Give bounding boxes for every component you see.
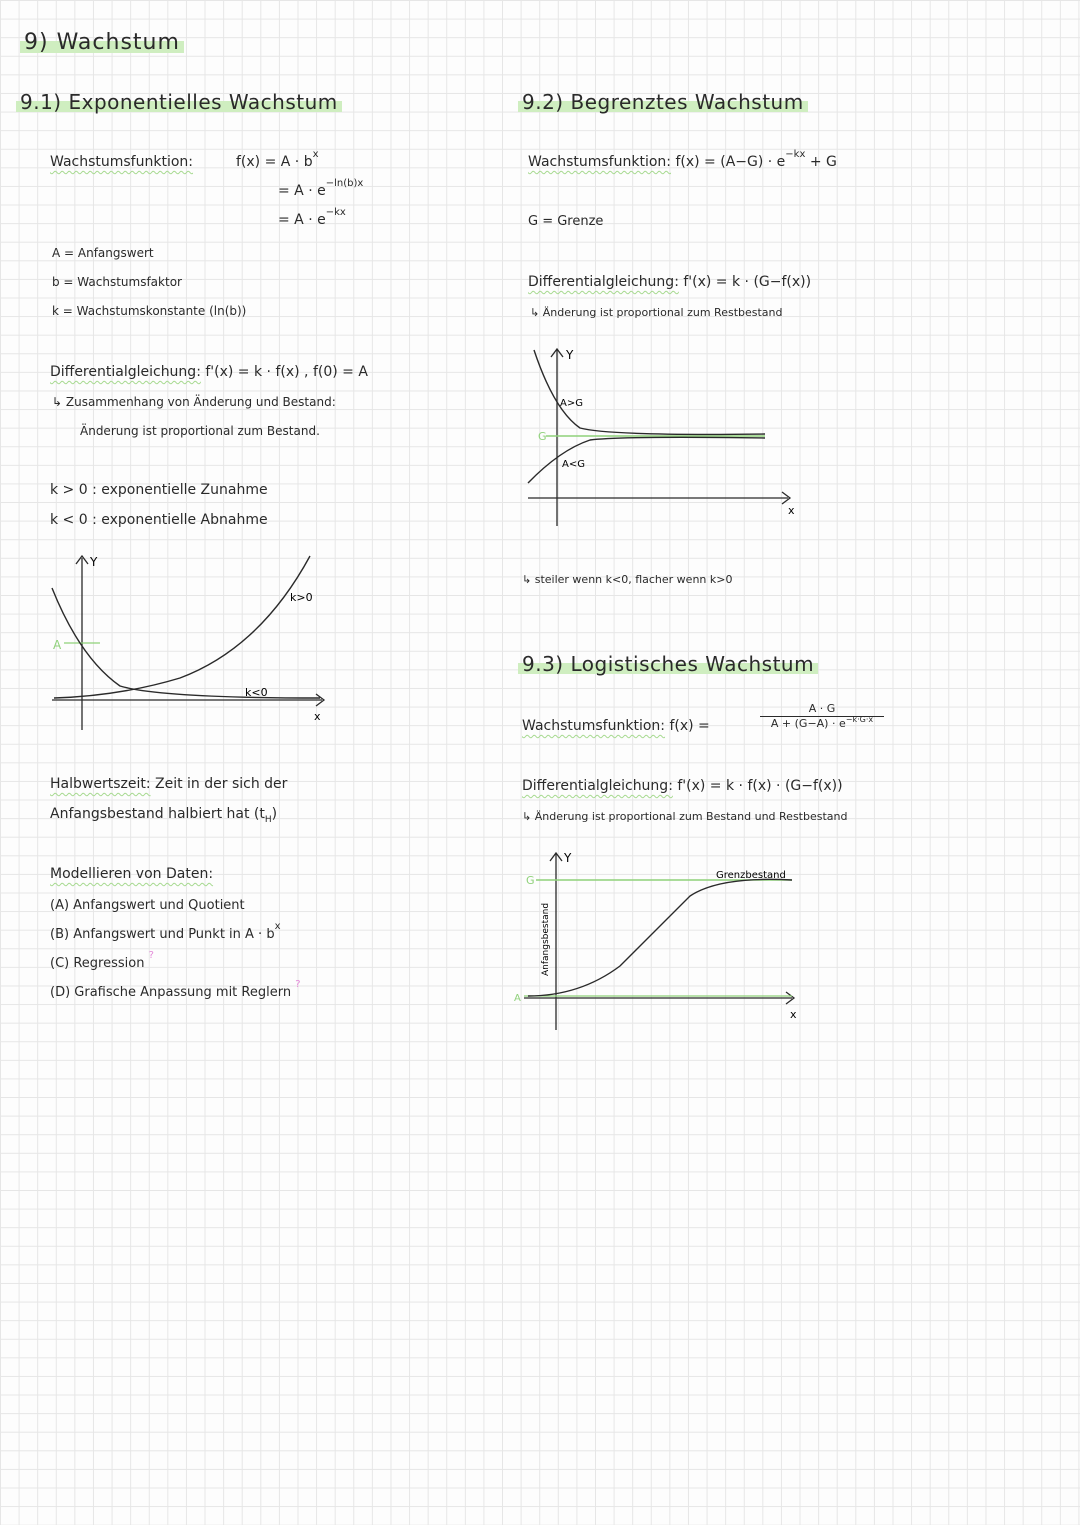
y-axis-label: Y — [566, 348, 574, 362]
a-less-g-label: A<G — [562, 459, 585, 470]
x-axis-label: x — [314, 710, 321, 723]
k-negative-note: k < 0 : exponentielle Abnahme — [50, 512, 268, 528]
dgl-note-restbestand: ↳ Änderung ist proportional zum Restbestand — [530, 306, 783, 319]
limit-stock-label: Grenzbestand — [716, 870, 786, 881]
dgl-note-logistic: ↳ Änderung ist proportional zum Bestand und Restbestand — [522, 810, 848, 823]
differential-equation-3: Differentialgleichung: f'(x) = k · f(x) · (G−f(x)) — [522, 778, 843, 794]
growth-function-line3: = $A \cdot e^{-kx}$ — [278, 207, 346, 228]
k-positive-note: k > 0 : exponentielle Zunahme — [50, 482, 268, 498]
logistic-graph — [510, 846, 810, 1032]
g-label: G — [526, 874, 535, 887]
variable-k-definition: k = Wachstumskonstante (ln(b)) — [52, 304, 247, 318]
variable-b-definition: b = Wachstumsfaktor — [52, 275, 182, 289]
x-axis-label: x — [790, 1008, 797, 1021]
decreasing-curve — [534, 350, 765, 434]
x-axis-label: x — [788, 504, 795, 517]
limited-growth-graph — [520, 340, 810, 530]
y-axis-label: Y — [90, 555, 98, 569]
limit-definition: G = Grenze — [528, 214, 604, 229]
growth-curve — [54, 556, 310, 698]
a-label: A — [514, 993, 521, 1004]
k-positive-label: k>0 — [290, 591, 313, 604]
y-axis-label: Y — [564, 851, 572, 865]
dgl-note-line2: Änderung ist proportional zum Bestand. — [80, 424, 320, 438]
logistic-curve — [528, 879, 792, 996]
half-life-definition-cont: Anfangsbestand halbiert hat $(t_H)$ — [50, 806, 278, 825]
variable-a-definition: A = Anfangswert — [52, 246, 154, 260]
g-label: G — [538, 430, 547, 443]
k-negative-label: k<0 — [245, 686, 268, 699]
growth-function-line1: $f(x) = A \cdot b^x$ — [236, 149, 319, 170]
modelling-heading: Modellieren von Daten: — [50, 866, 214, 882]
differential-equation-1: Differentialgleichung: f'(x) = k · f(x) , f(0) = A — [50, 364, 368, 380]
differential-equation-2: Differentialgleichung: f'(x) = k · (G−f(x)) — [528, 274, 812, 290]
modelling-option-a: (A) Anfangswert und Quotient — [50, 898, 245, 913]
section-heading-exponential: 9.1) Exponentielles Wachstum — [16, 90, 342, 114]
initial-stock-label: Anfangsbestand — [541, 902, 551, 976]
half-life-definition: Halbwertszeit: Zeit in der sich der — [50, 776, 288, 792]
modelling-option-c: (C) Regression ? — [50, 950, 154, 971]
exponential-graph — [40, 548, 340, 738]
modelling-option-d: (D) Grafische Anpassung mit Reglern ? — [50, 979, 301, 1000]
growth-function-line2: = $A \cdot e^{-ln(b)x}$ — [278, 178, 364, 199]
fraction-numerator: A · G — [760, 702, 884, 717]
a-label: A — [53, 638, 62, 652]
steepness-note: ↳ steiler wenn k<0, flacher wenn k>0 — [522, 573, 733, 586]
modelling-option-b: (B) Anfangswert und Punkt in $A \cdot b^x$ — [50, 921, 281, 942]
page-title: 9) Wachstum — [20, 30, 184, 55]
logistic-function-label: Wachstumsfunktion: f(x) = — [522, 718, 710, 734]
dgl-note-line1: ↳ Zusammenhang von Änderung und Bestand: — [52, 395, 336, 409]
limited-growth-function: Wachstumsfunktion: $f(x) = (A-G) \cdot e^{-kx} + G$ — [528, 149, 837, 170]
growth-function-label: Wachstumsfunktion: — [50, 154, 194, 170]
a-greater-g-label: A>G — [560, 398, 583, 409]
logistic-function-fraction — [760, 702, 884, 730]
fraction-denominator: $A + (G-A) \cdot e^{-k\cdot G\cdot x}$ — [770, 715, 874, 730]
section-heading-logistic: 9.3) Logistisches Wachstum — [518, 652, 818, 676]
section-heading-limited: 9.2) Begrenztes Wachstum — [518, 90, 808, 114]
